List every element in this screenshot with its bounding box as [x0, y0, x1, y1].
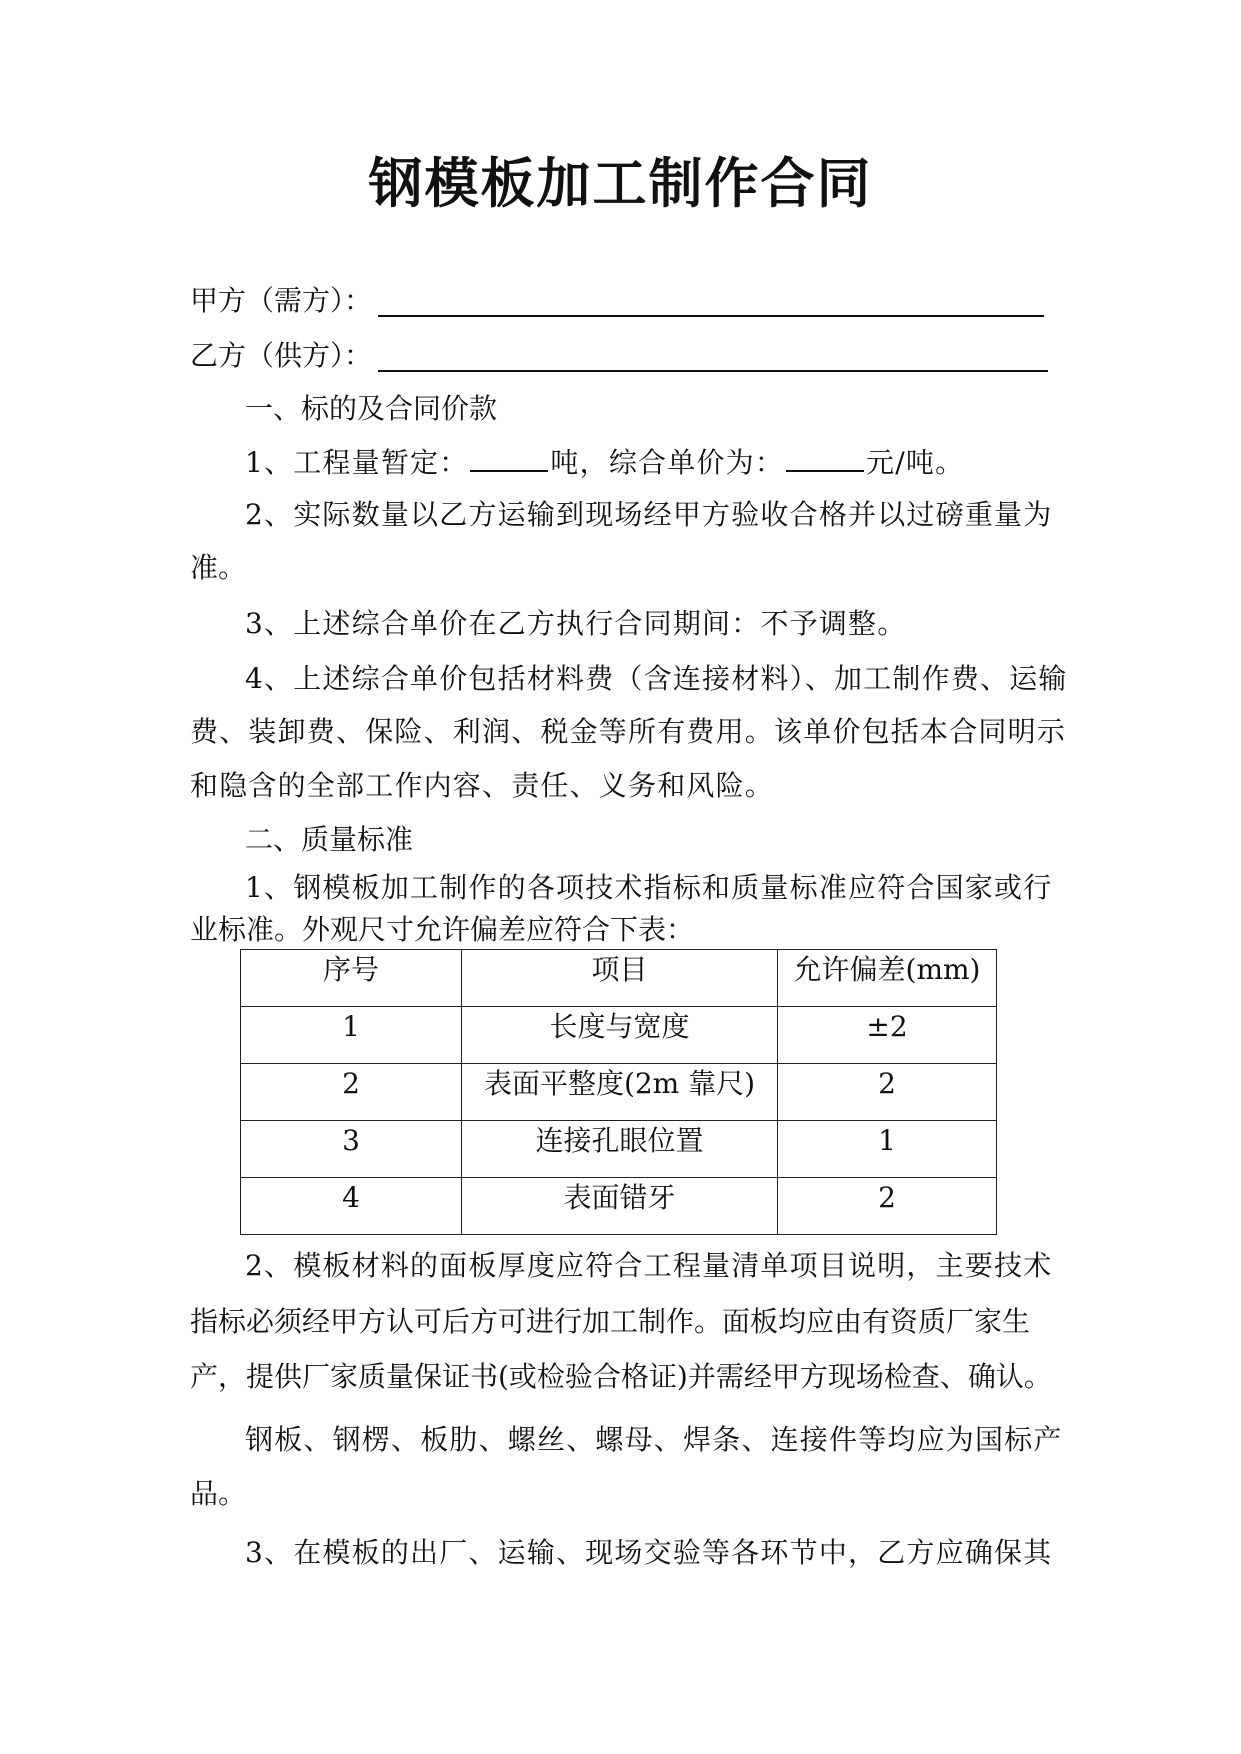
- party-b-blank[interactable]: [378, 370, 1048, 372]
- sec2-item1-line2: 业标准。外观尺寸允许偏差应符合下表：: [190, 913, 695, 946]
- row-tolerance: 2: [778, 1178, 997, 1235]
- sec1-item1: [245, 442, 1050, 483]
- row-no: 3: [241, 1121, 462, 1178]
- sec2-item2-line1: 2、模板材料的面板厚度应符合工程量清单项目说明，主要技术: [245, 1249, 1053, 1282]
- header-item: 项目: [462, 950, 778, 1007]
- row-no: 2: [241, 1064, 462, 1121]
- sec1-item4-line1: 4、上述综合单价包括材料费（含连接材料）、加工制作费、运输: [245, 662, 1068, 695]
- party-b-label: 乙方（供方）：: [190, 339, 373, 372]
- sec2-item2b-line1: 钢板、钢楞、板肋、螺丝、螺母、焊条、连接件等均应为国标产: [245, 1423, 1063, 1456]
- sec2-item1-line1: 1、钢模板加工制作的各项技术指标和质量标准应符合国家或行: [245, 871, 1053, 904]
- sec2-item3: 3、在模板的出厂、运输、现场交验等各环节中，乙方应确保其: [245, 1536, 1053, 1569]
- section-1-heading: 一、标的及合同价款: [245, 392, 498, 425]
- sec1-item1-part1: 1、工程量暂定：: [245, 446, 469, 479]
- sec1-item2-line1: 2、实际数量以乙方运输到现场经甲方验收合格并以过磅重量为: [245, 498, 1053, 531]
- sec2-item2-line3: 产，提供厂家质量保证书(或检验合格证)并需经甲方现场检查、确认。: [190, 1360, 1052, 1393]
- row-item: 表面错牙: [462, 1178, 778, 1235]
- table-row: [241, 1064, 997, 1121]
- row-item: 连接孔眼位置: [462, 1121, 778, 1178]
- row-no: 4: [241, 1178, 462, 1235]
- header-no: 序号: [241, 950, 462, 1007]
- unit-price-blank[interactable]: [786, 442, 864, 472]
- table-row: [241, 1178, 997, 1235]
- row-item: 长度与宽度: [462, 1007, 778, 1064]
- row-tolerance: ±2: [778, 1007, 997, 1064]
- table-row: [241, 1007, 997, 1064]
- sec1-item2-line2: 准。: [190, 551, 247, 584]
- sec2-item2b-line2: 品。: [190, 1477, 247, 1510]
- header-tolerance: 允许偏差(mm): [778, 950, 997, 1007]
- sec1-item3: 3、上述综合单价在乙方执行合同期间：不予调整。: [245, 607, 907, 640]
- document-title: 钢模板加工制作合同: [368, 151, 873, 215]
- row-tolerance: 2: [778, 1064, 997, 1121]
- table-row: [241, 1121, 997, 1178]
- table-header-row: [241, 950, 997, 1007]
- row-no: 1: [241, 1007, 462, 1064]
- party-a-line: [190, 281, 1050, 321]
- sec1-item1-part3: 元/吨。: [866, 446, 965, 479]
- deviation-table: [240, 949, 997, 1235]
- sec1-item4-line2: 费、装卸费、保险、利润、税金等所有费用。该单价包括本合同明示: [190, 715, 1067, 748]
- party-a-blank[interactable]: [378, 315, 1044, 317]
- party-b-line: [190, 336, 1050, 376]
- row-item: 表面平整度(2m 靠尺): [462, 1064, 778, 1121]
- section-2-heading: 二、质量标准: [245, 823, 414, 856]
- sec2-item2-line2: 指标必须经甲方认可后方可进行加工制作。面板均应由有资质厂家生: [190, 1305, 1031, 1338]
- quantity-blank[interactable]: [470, 442, 548, 472]
- party-a-label: 甲方（需方）：: [190, 284, 373, 317]
- sec1-item1-part2: 吨，综合单价为：: [550, 446, 785, 479]
- row-tolerance: 1: [778, 1121, 997, 1178]
- sec1-item4-line3: 和隐含的全部工作内容、责任、义务和风险。: [190, 769, 775, 802]
